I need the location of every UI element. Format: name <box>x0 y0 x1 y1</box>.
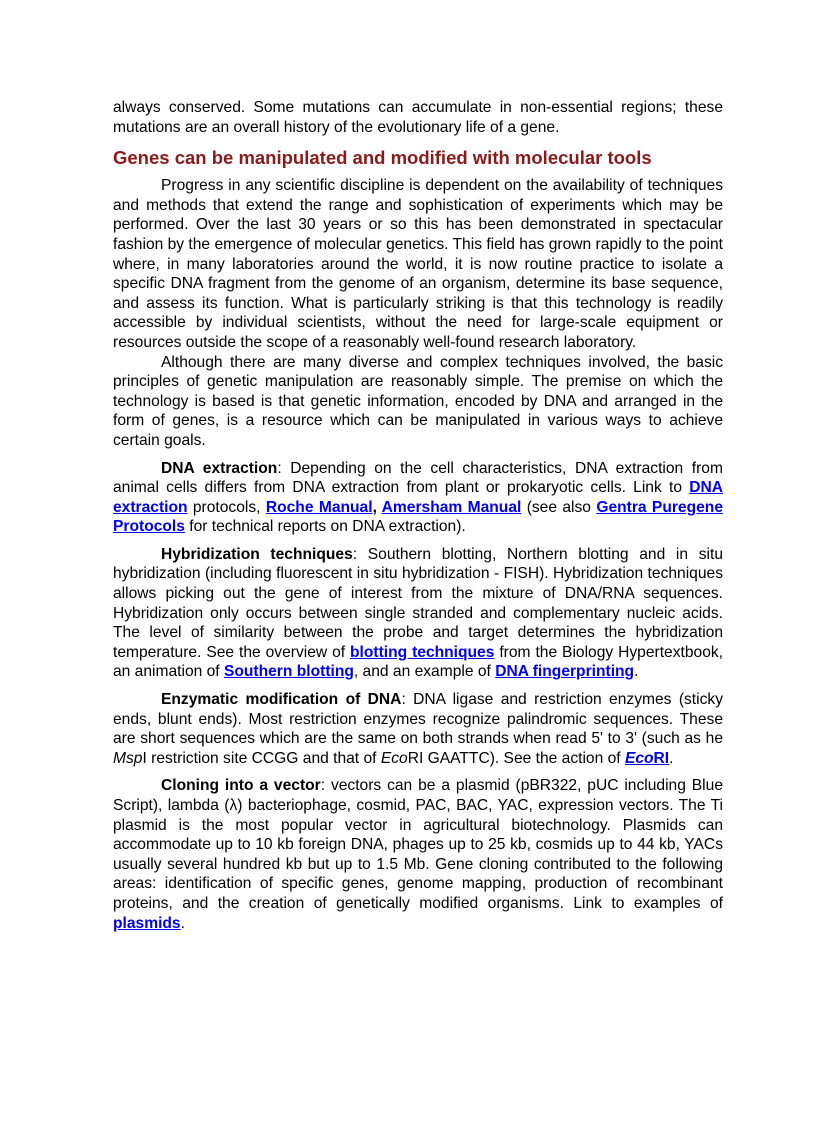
cloning-title: Cloning into a vector <box>161 777 321 795</box>
hybridization-text: from the Biology Hypertextbook, an animation of <box>113 643 723 681</box>
hybridization-title: Hybridization techniques <box>161 545 353 563</box>
dna-extraction-title: DNA extraction <box>161 459 278 477</box>
dna-extraction-paragraph <box>113 459 723 537</box>
dna-extraction-text: protocols, <box>187 498 266 516</box>
enzymatic-text: : DNA ligase and restriction enzymes (sticky ends, blunt ends). Most restriction enzymes recognize palindromic sequences. These are short sequences which are the same on both strands when read 5' to 3' (such as he <box>113 691 723 748</box>
body-paragraph-principles: Although there are many diverse and complex techniques involved, the basic principles of genetic manipulation are reasonably simple. The premise on which the technology is based is that genetic information, encoded by DNA and arranged in the form of genes, is a resource which can be manipulated in various ways to achieve certain goals. <box>113 353 723 449</box>
dna-extraction-text: (see also <box>521 498 597 516</box>
cloning-paragraph <box>113 776 723 933</box>
hybridization-paragraph <box>113 545 723 682</box>
dna-extraction-text: : Depending on the cell characteristics, DNA extraction from animal cells differs from DNA extraction from plant or prokaryotic cells. Link to <box>113 459 723 497</box>
document-page <box>113 98 723 933</box>
ecori-link-italic: Eco <box>624 749 654 767</box>
dna-fingerprinting-link[interactable]: DNA fingerprinting <box>495 663 635 681</box>
enzymatic-title: Enzymatic modification of DNA <box>161 691 402 709</box>
hybridization-text: : Southern blotting, Northern blotting and in situ hybridization (including fluorescent in situ hybridization - FISH). Hybridization techniques allows picking out the gene of interest from the mixture of DNA/RNA sequences. Hybridization only occurs between single stranded and complementary nucleic acids. The level of similarity between the probe and target determines the hybridization temperature. See the overview of <box>113 545 723 661</box>
dna-extraction-comma: , <box>372 498 382 516</box>
cloning-text: : vectors can be a plasmid (pBR322, pUC including Blue Script), lambda ( <box>113 777 723 814</box>
blotting-techniques-link[interactable]: blotting techniques <box>350 643 495 661</box>
cloning-text: ) bacteriophage, cosmid, PAC, BAC, YAC, expression vectors. The Ti plasmid is the most popular vector in agricultural biotechnology. Plasmids can accommodate up to 10 kb foreign DNA, phages up to 25 kb, cosmids up to 44 kb, YACs usually several hundred kb but up to 1.5 Mb. Gene cloning contributed to the following areas: identification of specific genes, genome mapping, production of recombinant proteins, and the creation of genetically modified organisms. Link to examples of <box>113 797 723 912</box>
gentra-puregene-link[interactable]: Gentra Puregene Protocols <box>113 498 723 536</box>
hybridization-text: . <box>634 663 639 681</box>
eco-italic: Eco <box>380 749 408 767</box>
dna-extraction-link[interactable]: DNA extraction <box>113 479 723 516</box>
enzymatic-text: RI GAATTC). See the action of <box>407 749 625 767</box>
msp-italic: Msp <box>113 749 143 767</box>
enzymatic-paragraph <box>113 690 723 768</box>
ecori-link[interactable] <box>625 750 669 767</box>
southern-blotting-link[interactable]: Southern blotting <box>223 663 354 681</box>
body-paragraph-progress: Progress in any scientific discipline is dependent on the availability of techniques and methods that extend the range and sophistication of experiments which may be performed. Over the last 30 years or so this has been demonstrated in spectacular fashion by the emergence of molecular genetics. This field has grown rapidly to the point where, in many laboratories around the world, it is now routine practice to isolate a specific DNA fragment from the genome of an organism, determine its base sequence, and assess its function. What is particularly striking is that this technology is readily accessible by individual scientists, without the need for large-scale equipment or resources outside the scope of a reasonably well-found research laboratory. <box>113 177 723 351</box>
section-heading: Genes can be manipulated and modified with molecular tools <box>113 147 652 169</box>
plasmids-link[interactable]: plasmids <box>113 914 181 932</box>
cloning-text: . <box>180 914 185 932</box>
hybridization-text: , and an example of <box>353 663 496 681</box>
roche-manual-link[interactable]: Roche Manual <box>265 498 373 516</box>
amersham-manual-link[interactable]: Amersham Manual <box>381 498 522 516</box>
enzymatic-text: I restriction site CCGG and that of <box>142 749 381 767</box>
dna-extraction-text: for technical reports on DNA extraction). <box>184 518 466 536</box>
enzymatic-text: . <box>669 749 674 767</box>
ecori-link-rest: RI <box>653 749 670 767</box>
intro-paragraph: always conserved. Some mutations can accumulate in non-essential regions; these mutations are an overall history of the evolutionary life of a gene. <box>113 99 723 136</box>
lambda-symbol: λ <box>229 797 238 814</box>
